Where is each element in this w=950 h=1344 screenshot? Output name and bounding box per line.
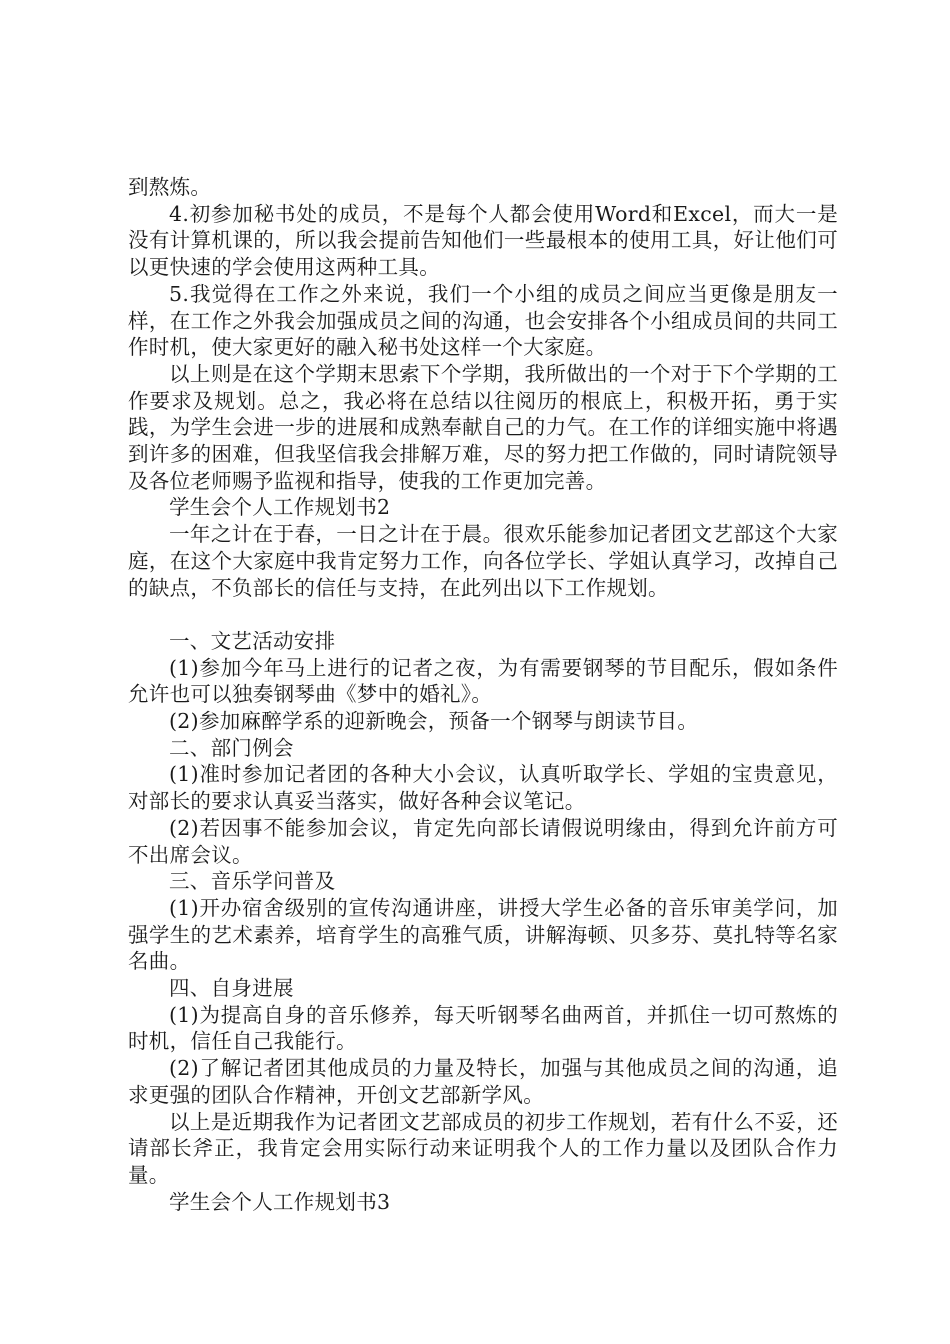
paragraph: 以上则是在这个学期末思索下个学期，我所做出的一个对于下个学期的工作要求及规划。总之，我必将在总结以往阅历的根底上，积极开拓，勇于实践，为学生会进一步的进展和成熟奉献自己的力气。在工作的详细实施中将遇到许多的困难，但我坚信我会排解万难，尽的努力把工作做的，同时请院领导及各位老师赐予监视和指导，使我的工作更加完善。 <box>128 361 838 493</box>
list-item: (2)参加麻醉学系的迎新晚会，预备一个钢琴与朗读节目。 <box>169 709 699 734</box>
list-item: (1)开办宿舍级别的宣传沟通讲座，讲授大学生必备的音乐审美学问，加强学生的艺术素养，培育学生的高雅气质，讲解海顿、贝多芬、莫扎特等名家名曲。 <box>128 895 838 974</box>
blank-line <box>128 601 838 628</box>
list-item: (2)了解记者团其他成员的力量及特长，加强与其他成员之间的沟通，追求更强的团队合作精神，开创文艺部新学风。 <box>128 1056 838 1107</box>
paragraph: 以上是近期我作为记者团文艺部成员的初步工作规划，若有什么不妥，还请部长斧正，我肯定会用实际行动来证明我个人的工作力量以及团队合作力量。 <box>128 1109 838 1187</box>
paragraph: 5.我觉得在工作之外来说，我们一个小组的成员之间应当更像是朋友一样，在工作之外我会加强成员之间的沟通，也会安排各个小组成员间的共同工作时机，使大家更好的融入秘书处这样一个大家庭。 <box>128 281 838 360</box>
section-heading: 学生会个人工作规划书3 <box>169 1189 391 1214</box>
paragraph: 一年之计在于春，一日之计在于晨。很欢乐能参加记者团文艺部这个大家庭，在这个大家庭中我肯定努力工作，向各位学长、学姐认真学习，改掉自己的缺点，不负部长的信任与支持，在此列出以下工作规划。 <box>128 522 838 600</box>
document-body <box>128 174 838 1215</box>
list-item: (1)为提高自身的音乐修养，每天听钢琴名曲两首，并抓住一切可熬炼的时机，信任自己我能行。 <box>128 1002 838 1054</box>
paragraph: 4.初参加秘书处的成员，不是每个人都会使用Word和Excel，而大一是没有计算机课的，所以我会提前告知他们一些最根本的使用工具，好让他们可以更快速的学会使用这两种工具。 <box>128 201 838 280</box>
subheading: 一、文艺活动安排 <box>169 628 336 653</box>
subheading: 四、自身进展 <box>169 976 294 1001</box>
subheading: 二、部门例会 <box>169 735 294 760</box>
list-item: (1)参加今年马上进行的记者之夜，为有需要钢琴的节目配乐，假如条件允许也可以独奏钢琴曲《梦中的婚礼》。 <box>128 655 838 707</box>
paragraph: 到熬炼。 <box>128 175 212 199</box>
list-item: (2)若因事不能参加会议，肯定先向部长请假说明缘由，得到允许前方可不出席会议。 <box>128 815 838 867</box>
list-item: (1)准时参加记者团的各种大小会议，认真听取学长、学姐的宝贵意见，对部长的要求认真妥当落实，做好各种会议笔记。 <box>128 762 838 814</box>
subheading: 三、音乐学问普及 <box>169 869 336 894</box>
section-heading: 学生会个人工作规划书2 <box>169 495 391 520</box>
